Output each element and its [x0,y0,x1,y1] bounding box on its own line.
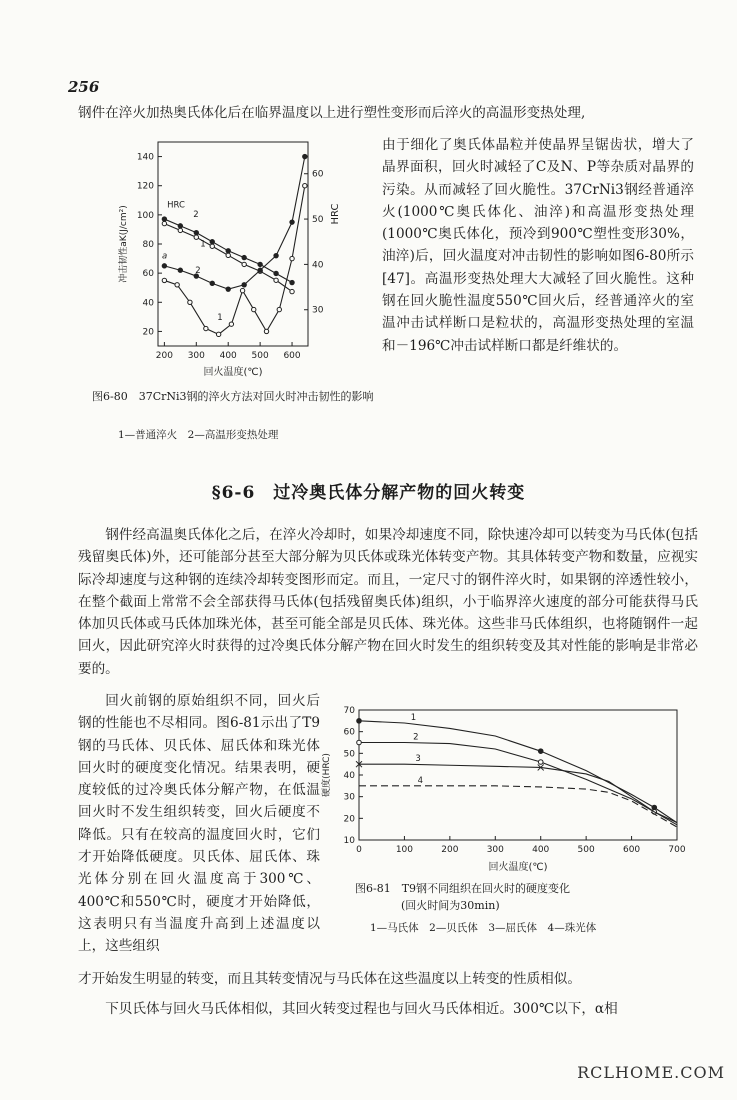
annotation-a: a [162,251,168,262]
data-point [538,760,543,765]
y2-tick-label: 40 [312,260,324,271]
y-axis-label: 冲击韧性aK(J/cm²) [119,205,129,283]
data-point [229,322,233,326]
section-heading: §6-6 过冷奥氏体分解产物的回火转变 [211,483,526,503]
y-tick-label: 30 [343,792,355,803]
annotation-ak-series-2: 2 [195,266,201,277]
data-point [226,287,230,291]
data-point [226,249,230,253]
series-label-4: 4 [417,775,424,786]
data-point [178,228,182,232]
series-line-3 [359,764,677,825]
figure-6-81-legend: 1—马氏体 2—贝氏体 3—屈氏体 4—珠光体 [370,922,597,934]
series-label-3: 3 [415,754,421,765]
figure-6-80-legend: 1—普通淬火 2—高温形变热处理 [118,429,279,441]
right-column-text: 由于细化了奥氏体晶粒并使晶界呈锯齿状，增大了晶界面积，回火时减轻了C及N、P等杂质对晶界的污染。从而减轻了回火脆性。37CrNi3钢经普通淬火(1000℃奥氏体化、油淬)和高温形变热处理(1000℃奥氏体化，预冷到900℃塑性变形30%，油淬)后，回火温度对冲击韧性的影响如图6-80所示[47]。高温形变热处理大大减轻了回火脆性。这种钢在回火脆性温度550℃回火后，经普通淬火的室温冲击试样断口是粒状的，高温形变热处理的室温和－196℃冲击试样断口都是纤维状的。 [382,137,694,354]
data-point [240,288,244,292]
data-point [204,326,208,330]
x-tick-label: 500 [577,845,595,855]
data-point [274,278,278,282]
x-tick-label: 300 [187,351,205,361]
figure-6-80-caption: 图6-80 37CrNi3钢的淬火方法对回火时冲击韧性的影响 [92,390,374,403]
x-tick-label: 500 [251,351,269,361]
annotation-hrc-series-1: 1 [200,239,206,250]
y2-axis-label: HRC [330,203,341,225]
x-tick-label: 400 [532,845,550,855]
figure-6-80-chart [112,134,380,384]
figure-6-81-caption-line2: (回火时间为30min) [401,899,500,912]
y-tick-label: 20 [343,814,355,825]
y-tick-label: 40 [142,298,154,309]
data-point [264,329,268,333]
data-point [162,278,166,282]
data-point [162,217,166,221]
y-tick-label: 70 [343,706,355,716]
series-line-1 [359,721,677,823]
data-point [258,262,262,266]
x-axis-label: 回火温度(℃) [488,862,548,873]
data-point [242,262,246,266]
watermark-text: RCLHOME.COM [577,1063,725,1082]
data-point [162,264,166,268]
data-point [303,184,307,188]
y-tick-label: 60 [142,269,154,280]
figure-6-81-caption-line1: 图6-81 T9钢不同组织在回火时的硬度变化 [355,882,571,895]
x-tick-label: 600 [622,845,641,855]
data-point [188,300,192,304]
y-tick-label: 20 [142,327,154,338]
data-point [357,719,362,724]
x-tick-label: 400 [219,351,237,361]
x-tick-label: 200 [155,351,173,361]
data-point [175,283,179,287]
y-axis-label: 硬度(HRC) [322,753,332,797]
y-tick-label: 80 [142,240,154,250]
data-point [210,281,214,285]
data-point [178,224,182,228]
figure-6-81-caption [355,880,695,914]
data-point [194,235,198,239]
y2-tick-label: 30 [312,305,324,316]
annotation-ak-series-1: 1 [217,312,223,323]
data-point [290,280,294,284]
x-tick-label: 700 [668,845,686,855]
y-tick-label: 60 [343,727,355,738]
data-point [210,244,214,248]
y-tick-label: 10 [343,836,355,846]
last-paragraph: 下贝氏体与回火马氏体相似，其回火转变过程也与回火马氏体相近。300℃以下，α相 [105,1001,618,1017]
main-paragraph: 钢件经高温奥氏体化之后，在淬火冷却时，如果冷却速度不同，除快速冷却可以转变为马氏体(包括残留奥氏体)外，还可能部分甚至大部分解为贝氏体或珠光体转变产物。其具体转变产物和数量，应视实际冷却速度与这种钢的连续冷却转变图形而定。而且，一定尺寸的钢件淬火时，如果钢的淬透性较小，在整个截面上常常不会全部获得马氏体(包括残留奥氏体)组织，小于临界淬火速度的部分可能获得马氏体加贝氏体或马氏体加珠光体，甚至可能全部是贝氏体、珠光体。这些非马氏体组织，也将随钢件一起回火，因此研究淬火时获得的过冷奥氏体分解产物在回火时发生的组织转变及其对性能的影响是非常必要的。 [78,527,698,677]
series-line-2 [164,157,304,290]
data-point [252,307,256,311]
x-tick-label: 100 [395,845,414,855]
annotation-hrc-series-2: 2 [193,209,199,220]
series-line-4 [359,786,677,827]
left-column-text: 回火前钢的原始组织不同，回火后钢的性能也不尽相同。图6-81示出了T9钢的马氏体、贝氏体、屈氏体和珠光体回火时的硬度变化情况。结果表明，硬度较低的过冷奥氏体分解产物，在低温回火时不发生组织转变，回火后硬度不降低。只有在较高的温度回火时，它们才开始降低硬度。贝氏体、屈氏体、珠光体分别在回火温度高于300℃、400℃和550℃时，硬度才开始降低，这表明只有当温度升高到上述温度以上，这些组织 [78,693,320,955]
data-point [290,289,294,293]
lead-line: 钢件在淬火加热奥氏体化后在临界温度以上进行塑性变形而后淬火的高温形变热处理, [78,105,586,121]
data-point [274,271,278,275]
data-point [538,749,543,754]
y-tick-label: 100 [136,210,154,221]
data-point [210,240,214,244]
data-point [290,256,294,260]
series-line-3 [164,186,304,335]
y-tick-label: 120 [136,181,154,192]
y2-tick-label: 50 [312,215,324,226]
data-point [303,154,307,158]
data-point [357,740,362,745]
data-point [162,221,166,225]
annotation-hrc: HRC [167,200,185,211]
series-label-2: 2 [413,732,419,743]
plot-frame [359,710,677,840]
data-point [274,253,278,257]
data-point [277,307,281,311]
x-tick-label: 600 [283,351,301,361]
page-number: 256 [68,78,100,96]
x-axis-label: 回火温度(℃) [203,367,263,378]
data-point [242,283,246,287]
y2-tick-label: 60 [312,169,324,180]
x-tick-label: 200 [441,845,459,855]
y-tick-label: 40 [343,771,355,781]
series-line-2 [359,743,677,823]
series-label-1: 1 [410,713,417,723]
data-point [178,268,182,272]
y-tick-label: 140 [136,152,154,163]
y-tick-label: 50 [343,749,355,760]
data-point [258,268,262,272]
data-point [216,332,220,336]
figure-6-81-chart [315,700,700,878]
continuation-paragraph: 才开始发生明显的转变，而且其转变情况与马氏体在这些温度以上转变的性质相似。 [78,971,581,987]
plot-frame [158,142,308,346]
data-point [242,255,246,259]
x-tick-label: 300 [486,845,504,855]
data-point [226,253,230,257]
data-point [194,230,198,234]
data-point [290,220,294,224]
x-tick-label: 0 [356,845,362,855]
